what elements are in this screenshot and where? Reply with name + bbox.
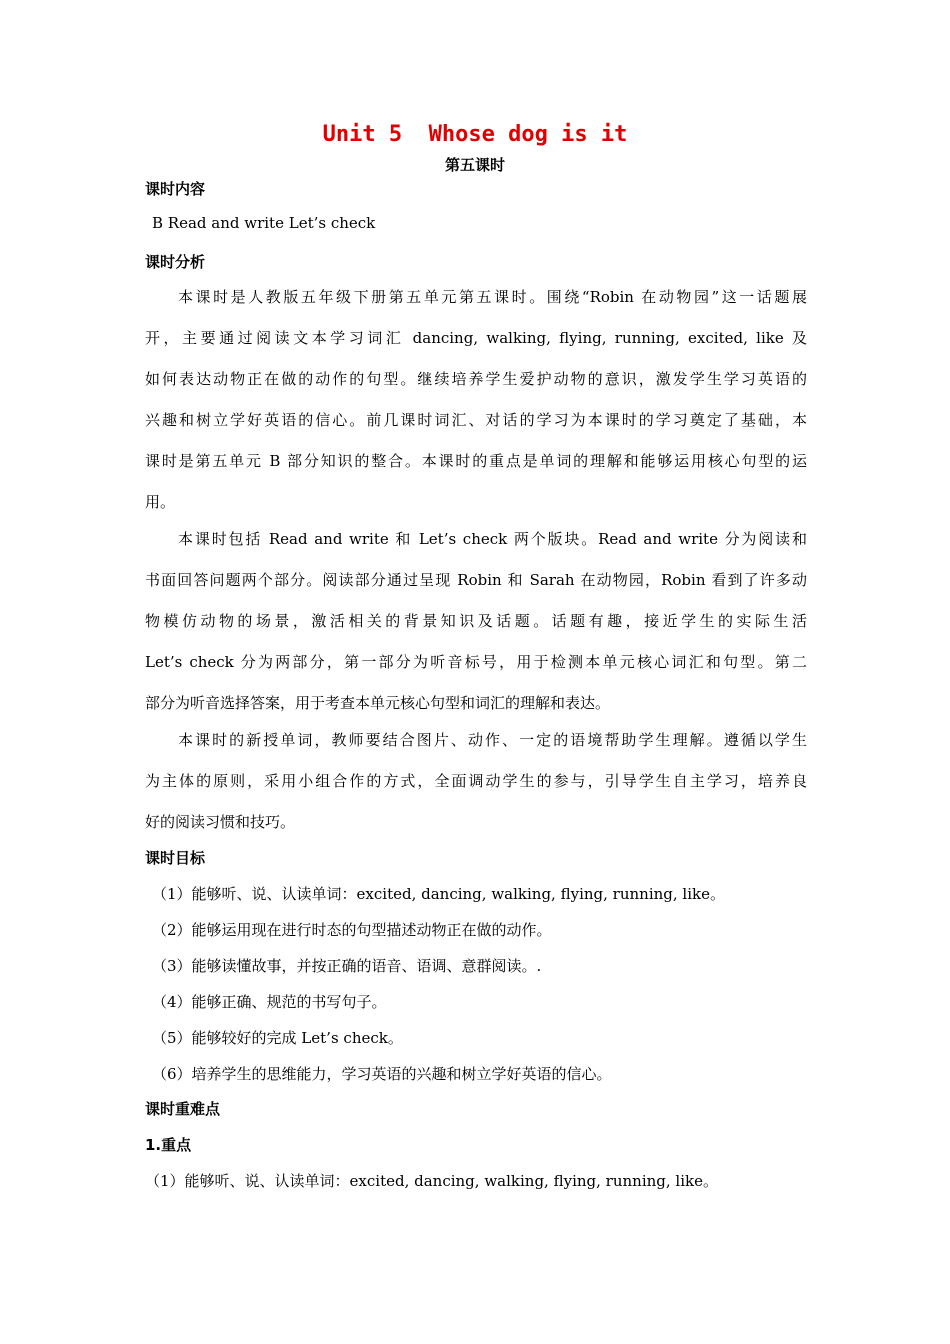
analysis-p2-line: 物模仿动物的场景，激活相关的背景知识及话题。话题有趣，接近学生的实际生活 bbox=[145, 612, 807, 630]
section-heading-analysis: 课时分析 bbox=[145, 253, 206, 271]
content-text: B Read and write Let’s check bbox=[152, 214, 376, 232]
key-point-item: （1）能够听、说、认读单词：excited, dancing, walking, flying, running, like。 bbox=[145, 1172, 718, 1190]
analysis-p3-line: 好的阅读习惯和技巧。 bbox=[145, 813, 296, 831]
key-points-subheading: 1.重点 bbox=[145, 1136, 192, 1154]
section-heading-content: 课时内容 bbox=[145, 180, 206, 198]
goal-item: （5）能够较好的完成 Let’s check。 bbox=[152, 1029, 403, 1047]
document-subtitle: 第五课时 bbox=[444, 156, 505, 174]
analysis-p3-line: 本课时的新授单词，教师要结合图片、动作、一定的语境帮助学生理解。遵循以学生 bbox=[178, 731, 807, 749]
goal-item: （1）能够听、说、认读单词：excited, dancing, walking, flying, running, like。 bbox=[152, 885, 725, 903]
analysis-p1-line: 开，主要通过阅读文本学习词汇 dancing, walking, flying, running, excited, like 及 bbox=[145, 329, 807, 347]
analysis-p1-line: 兴趣和树立学好英语的信心。前几课时词汇、对话的学习为本课时的学习奠定了基础，本 bbox=[145, 411, 807, 429]
goal-item: （2）能够运用现在进行时态的句型描述动物正在做的动作。 bbox=[152, 921, 552, 939]
analysis-p1-line: 课时是第五单元 B 部分知识的整合。本课时的重点是单词的理解和能够运用核心句型的运 bbox=[145, 452, 807, 470]
analysis-p3-line: 为主体的原则，采用小组合作的方式，全面调动学生的参与，引导学生自主学习，培养良 bbox=[145, 772, 807, 790]
goal-item: （3）能够读懂故事，并按正确的语音、语调、意群阅读。. bbox=[152, 957, 542, 975]
document-title: Unit 5 Whose dog is it bbox=[322, 122, 628, 147]
analysis-p1-line: 用。 bbox=[145, 493, 176, 511]
section-heading-goals: 课时目标 bbox=[145, 849, 206, 867]
section-heading-key-points: 课时重难点 bbox=[145, 1100, 221, 1118]
analysis-p2-line: 书面回答问题两个部分。阅读部分通过呈现 Robin 和 Sarah 在动物园，Robin 看到了许多动 bbox=[145, 571, 807, 589]
analysis-p2-line: 部分为听音选择答案，用于考查本单元核心句型和词汇的理解和表达。 bbox=[145, 694, 611, 712]
goal-item: （6）培养学生的思维能力，学习英语的兴趣和树立学好英语的信心。 bbox=[152, 1065, 612, 1083]
analysis-p2-line: Let’s check 分为两部分，第一部分为听音标号，用于检测本单元核心词汇和句型。第二 bbox=[145, 653, 807, 671]
analysis-p1-line: 本课时是人教版五年级下册第五单元第五课时。围绕“Robin 在动物园”这一话题展 bbox=[178, 288, 807, 306]
analysis-p1-line: 如何表达动物正在做的动作的句型。继续培养学生爱护动物的意识，激发学生学习英语的 bbox=[145, 370, 807, 388]
analysis-p2-line: 本课时包括 Read and write 和 Let’s check 两个版块。Read and write 分为阅读和 bbox=[178, 530, 807, 548]
goal-item: （4）能够正确、规范的书写句子。 bbox=[152, 993, 387, 1011]
